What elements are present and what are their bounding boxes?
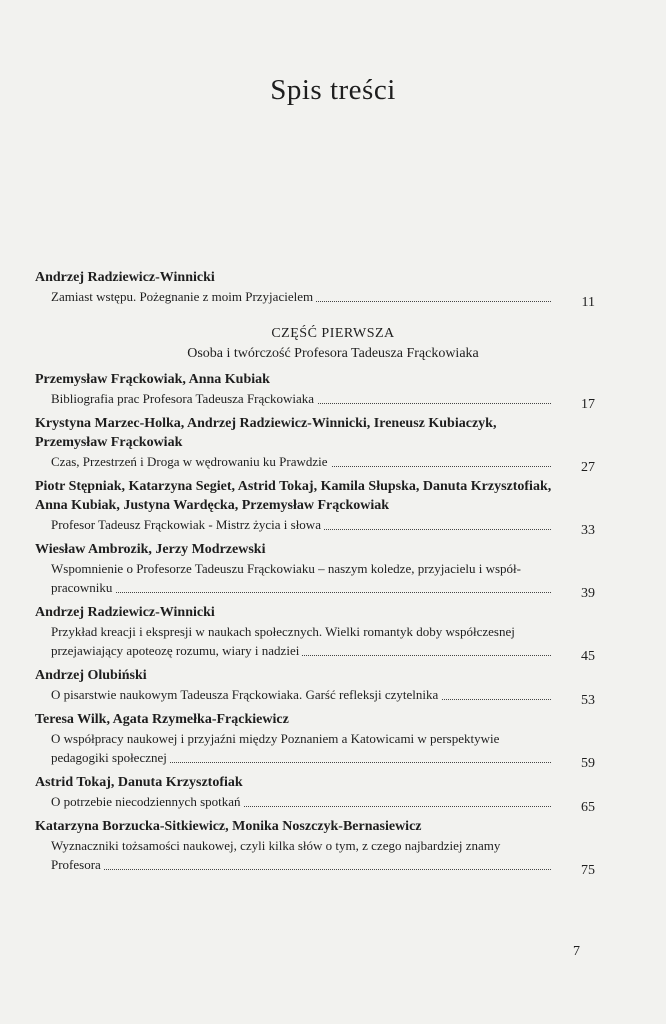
entry-author: Piotr Stępniak, Katarzyna Segiet, Astrid Tokaj, Kamila Słupska, Danuta Krzysztofiak, bbox=[35, 479, 552, 494]
entry-author: Andrzej Radziewicz-Winnicki bbox=[35, 605, 215, 620]
entry-title: przejawiający apoteozę rozumu, wiary i nadziei bbox=[51, 643, 302, 658]
entry-page-number: 17 bbox=[561, 395, 595, 414]
entry-title: pedagogiki społecznej bbox=[51, 750, 170, 765]
entry-title-line bbox=[35, 287, 595, 310]
entry-author: Teresa Wilk, Agata Rzymełka-Frąckiewicz bbox=[35, 712, 289, 727]
toc-entry bbox=[35, 477, 595, 538]
toc-entry bbox=[35, 666, 595, 708]
toc-entry bbox=[35, 773, 595, 815]
entry-author: Przemysław Frąckowiak, Anna Kubiak bbox=[35, 372, 270, 387]
toc-entry-intro bbox=[35, 268, 595, 310]
entry-title-line bbox=[35, 622, 595, 641]
page-title: Spis treści bbox=[270, 74, 396, 106]
entry-list bbox=[0, 370, 666, 878]
entry-title: pracowniku bbox=[51, 580, 115, 595]
entry-page-number: 27 bbox=[561, 458, 595, 477]
dot-leader bbox=[51, 869, 551, 870]
part-header bbox=[0, 324, 666, 364]
entry-title-line bbox=[35, 729, 595, 748]
entry-title-line bbox=[35, 855, 595, 878]
entry-page-number: 11 bbox=[561, 293, 595, 312]
entry-title: Profesora bbox=[51, 857, 104, 872]
entry-page-number: 45 bbox=[561, 647, 595, 666]
entry-page-number: 39 bbox=[561, 584, 595, 603]
entry-author: Anna Kubiak, Justyna Wardęcka, Przemysław Frąckowiak bbox=[35, 498, 390, 513]
toc-entry bbox=[35, 414, 595, 475]
entry-title: O współpracy naukowej i przyjaźni między Poznaniem a Katowicami w perspektywie bbox=[51, 731, 502, 746]
table-of-contents bbox=[0, 268, 666, 878]
toc-entry bbox=[35, 370, 595, 412]
entry-page-number: 75 bbox=[561, 861, 595, 880]
entry-title-line bbox=[35, 748, 595, 771]
entry-author: Przemysław Frąckowiak bbox=[35, 435, 183, 450]
entry-page-number: 33 bbox=[561, 521, 595, 540]
toc-entry bbox=[35, 817, 595, 878]
entry-author: Krystyna Marzec-Holka, Andrzej Radziewicz-Winnicki, Ireneusz Kubiaczyk, bbox=[35, 416, 497, 431]
entry-title-line bbox=[35, 836, 595, 855]
entry-title-line bbox=[35, 559, 595, 578]
entry-title-line bbox=[35, 389, 595, 412]
entry-author: Astrid Tokaj, Danuta Krzysztofiak bbox=[35, 775, 243, 790]
entry-title: Czas, Przestrzeń i Droga w wędrowaniu ku Prawdzie bbox=[51, 454, 331, 469]
entry-author: Andrzej Olubiński bbox=[35, 668, 147, 683]
toc-entry bbox=[35, 603, 595, 664]
entry-author: Wiesław Ambrozik, Jerzy Modrzewski bbox=[35, 542, 266, 557]
entry-title-line bbox=[35, 452, 595, 475]
entry-page-number: 59 bbox=[561, 754, 595, 773]
page-number: 7 bbox=[573, 944, 580, 959]
toc-entry bbox=[35, 710, 595, 771]
entry-title: Wspomnienie o Profesorze Tadeuszu Frąckowiaku – naszym koledze, przyjacielu i współ- bbox=[51, 561, 524, 576]
entry-title: Zamiast wstępu. Pożegnanie z moim Przyjacielem bbox=[51, 289, 316, 304]
entry-title: O pisarstwie naukowym Tadeusza Frąckowiaka. Garść refleksji czytelnika bbox=[51, 687, 441, 702]
part-label: CZĘŚĆ PIERWSZA bbox=[271, 326, 395, 341]
entry-title: Profesor Tadeusz Frąckowiak - Mistrz życia i słowa bbox=[51, 517, 324, 532]
entry-author: Andrzej Radziewicz-Winnicki bbox=[35, 270, 215, 285]
entry-title-line bbox=[35, 578, 595, 601]
entry-page-number: 53 bbox=[561, 691, 595, 710]
entry-title-line bbox=[35, 641, 595, 664]
dot-leader bbox=[51, 592, 551, 593]
entry-title: Bibliografia prac Profesora Tadeusza Frąckowiaka bbox=[51, 391, 317, 406]
entry-title-line bbox=[35, 685, 595, 708]
entry-title: Wyznaczniki tożsamości naukowej, czyli kilka słów o tym, z czego najbardziej znamy bbox=[51, 838, 503, 853]
toc-entry bbox=[35, 540, 595, 601]
part-subtitle: Osoba i twórczość Profesora Tadeusza Frąckowiaka bbox=[187, 346, 479, 361]
entry-author: Katarzyna Borzucka-Sitkiewicz, Monika Noszczyk-Bernasiewicz bbox=[35, 819, 422, 834]
entry-title-line bbox=[35, 792, 595, 815]
entry-title-line bbox=[35, 515, 595, 538]
entry-title: O potrzebie niecodziennych spotkań bbox=[51, 794, 244, 809]
entry-page-number: 65 bbox=[561, 798, 595, 817]
entry-title: Przykład kreacji i ekspresji w naukach społecznych. Wielki romantyk doby współczesnej bbox=[51, 624, 518, 639]
